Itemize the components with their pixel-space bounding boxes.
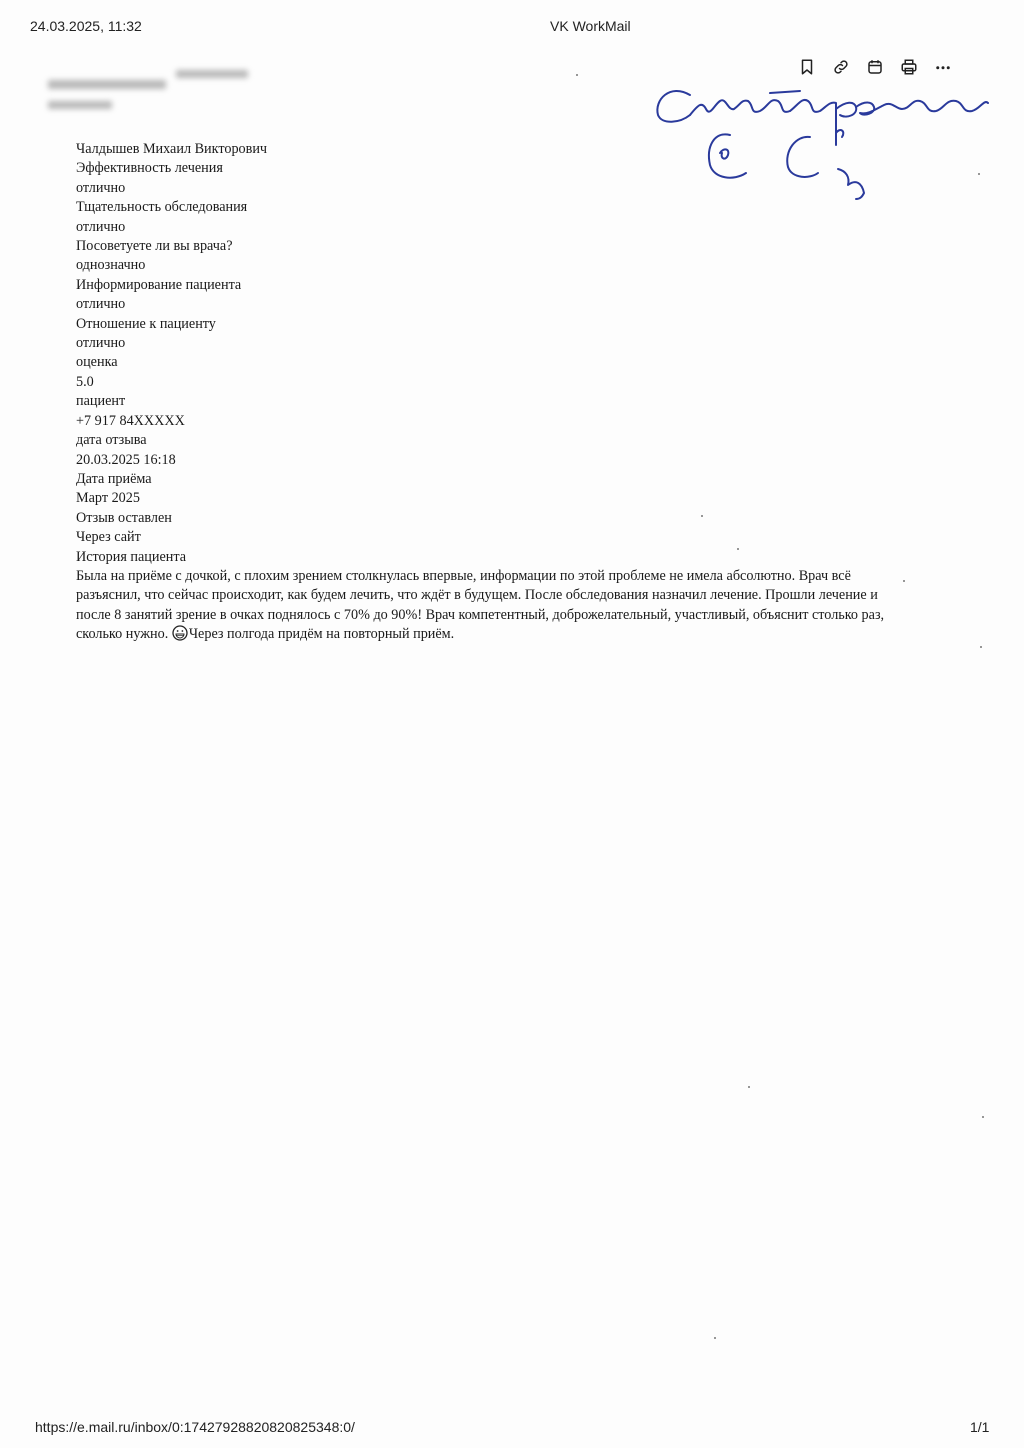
review-date: 20.03.2025 16:18	[76, 451, 176, 468]
print-datetime: 24.03.2025, 11:32	[30, 18, 142, 34]
field-value: отлично	[76, 218, 126, 235]
field-value: отлично	[76, 335, 126, 352]
history-text-after-emoji: Через полгода придём на повторный приём.	[188, 626, 455, 643]
footer-url: https://e.mail.ru/inbox/0:17427928820820825348:0/	[35, 1419, 355, 1435]
print-icon	[900, 58, 918, 76]
link-icon	[832, 58, 850, 76]
field-label: дата отзыва	[76, 432, 147, 449]
footer-page-number: 1/1	[970, 1419, 990, 1435]
calendar-icon	[866, 58, 884, 76]
history-text-before-emoji: сколько нужно.	[76, 626, 169, 643]
history-line: после 8 занятий зрение в очках поднялось с 70% до 90%! Врач компетентный, доброжелательный, участливый, объяснит столько раз,	[76, 606, 885, 623]
field-label: Отношение к пациенту	[76, 315, 216, 332]
doctor-name: Чалдышев Михаил Викторович	[76, 141, 268, 157]
field-label: Отзыв оставлен	[76, 509, 172, 526]
history-line	[76, 625, 931, 644]
field-value: отлично	[76, 296, 126, 313]
bookmark-icon	[798, 58, 816, 76]
message-body	[76, 140, 936, 645]
field-label: Информирование пациента	[76, 276, 242, 293]
visit-date: Март 2025	[76, 490, 140, 507]
field-value: отлично	[76, 179, 126, 196]
field-label: оценка	[76, 354, 118, 371]
patient-history-text	[76, 567, 931, 645]
review-fields	[76, 159, 936, 547]
field-label: Посоветуете ли вы врача?	[76, 238, 233, 255]
history-label: История пациента	[76, 548, 187, 565]
history-line: разъяснил, что сейчас происходит, как будем лечить, что ждёт в будущем. После обследования назначил лечение. Прошли лечение и	[76, 587, 878, 604]
field-label: Дата приёма	[76, 470, 152, 487]
field-label: пациент	[76, 393, 126, 410]
grinning-face-icon	[172, 625, 188, 641]
review-source: Через сайт	[76, 529, 141, 546]
patient-phone: +7 917 84XXXXX	[76, 412, 185, 429]
sender-info-redacted	[48, 66, 258, 114]
field-value: однозначно	[76, 257, 146, 274]
more-icon	[934, 58, 952, 76]
rating-value: 5.0	[76, 373, 94, 390]
field-label: Эффективность лечения	[76, 160, 223, 177]
field-label: Тщательность обследования	[76, 199, 248, 216]
app-title: VK WorkMail	[550, 18, 631, 34]
history-line: Была на приёме с дочкой, с плохим зрением столкнулась впервые, информации по этой проблеме не имела абсолютно. Врач всё	[76, 567, 851, 584]
